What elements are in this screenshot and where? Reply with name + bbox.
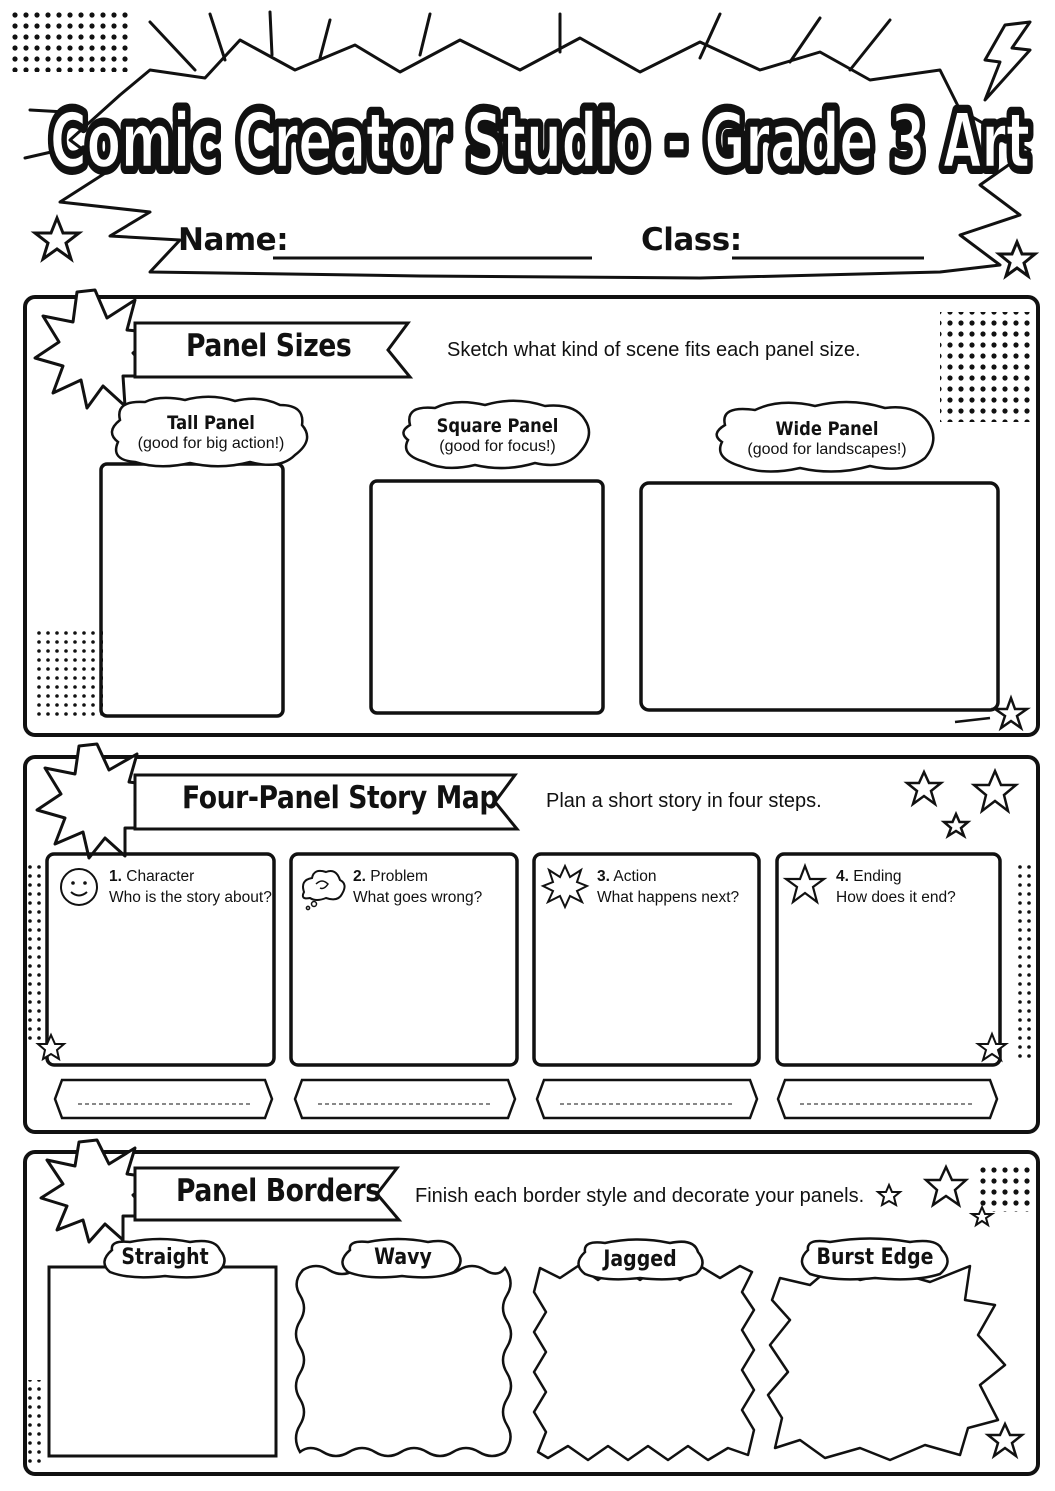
step-question: How does it end? <box>836 889 956 906</box>
border-label-burst-edge: Burst Edge <box>816 1245 934 1270</box>
story-step-4-text <box>836 866 956 908</box>
halftone-dots-decoration <box>1013 860 1033 1060</box>
story-map-instruction: Plan a short story in four steps. <box>546 790 822 812</box>
jagged-border-drawing-area[interactable] <box>549 1286 739 1446</box>
tall-panel-caption <box>120 412 302 453</box>
star-icon <box>995 698 1027 728</box>
step-question: What happens next? <box>597 889 740 906</box>
name-field[interactable] <box>273 226 593 260</box>
story-step-3-text <box>597 866 739 908</box>
border-label-straight: Straight <box>121 1245 209 1270</box>
border-label-wavy: Wavy <box>374 1245 432 1270</box>
story-panel-1-drawing-area[interactable] <box>50 912 271 1062</box>
story-panel-3-drawing-area[interactable] <box>537 912 756 1062</box>
section-title-panel-sizes: Panel Sizes <box>186 328 352 364</box>
straight-border-drawing-area[interactable] <box>52 1284 273 1452</box>
star-icon <box>974 771 1016 811</box>
step-label: Ending <box>853 868 902 885</box>
title-outline: Comic Creator Studio - Grade 3 Art <box>50 96 1030 185</box>
story-step-1-text <box>109 866 272 908</box>
tall-panel-subtitle: (good for big action!) <box>137 435 285 452</box>
title-text: Comic Creator Studio - Grade 3 Art <box>50 96 1030 185</box>
star-icon <box>907 772 941 804</box>
step-label: Action <box>613 868 657 885</box>
square-panel-subtitle: (good for focus!) <box>439 438 556 455</box>
story-caption-2-field[interactable] <box>302 1082 508 1116</box>
panel-sizes-instruction: Sketch what kind of scene fits each panel size. <box>447 339 861 361</box>
class-label: Class: <box>641 222 742 258</box>
halftone-dots-decoration <box>28 1380 44 1465</box>
wide-panel-title: Wide Panel <box>775 418 879 440</box>
panel-borders-instruction: Finish each border style and decorate your panels. <box>415 1185 865 1207</box>
burst-icon <box>543 866 587 907</box>
square-panel-drawing-area[interactable] <box>373 483 601 711</box>
section-title-story-map: Four-Panel Story Map <box>182 780 499 816</box>
halftone-dots-decoration <box>940 312 1030 422</box>
step-number: 1. <box>109 868 122 885</box>
wide-panel-caption <box>722 418 932 459</box>
burst-edge-border-drawing-area[interactable] <box>792 1286 972 1446</box>
step-number: 4. <box>836 868 849 885</box>
border-label-jagged: Jagged <box>603 1247 677 1272</box>
step-number: 2. <box>353 868 366 885</box>
worksheet-title <box>40 82 1040 202</box>
halftone-dots-decoration <box>10 12 130 72</box>
halftone-dots-decoration <box>33 630 103 720</box>
halftone-dots-decoration <box>28 860 44 1040</box>
tall-panel-drawing-area[interactable] <box>103 466 281 714</box>
story-panel-2-drawing-area[interactable] <box>294 912 514 1062</box>
star-icon <box>944 814 968 836</box>
star-icon <box>999 242 1035 276</box>
square-panel-caption <box>405 415 590 456</box>
class-field[interactable] <box>732 226 925 260</box>
halftone-dots-decoration <box>975 1162 1033 1212</box>
smiley-face-icon <box>61 869 97 905</box>
step-label: Character <box>126 868 195 885</box>
star-icon <box>878 1185 900 1205</box>
star-icon <box>786 866 824 902</box>
star-icon <box>926 1167 966 1205</box>
square-panel-title: Square Panel <box>436 415 559 437</box>
star-icon <box>35 218 79 259</box>
story-caption-1-field[interactable] <box>62 1082 265 1116</box>
story-caption-3-field[interactable] <box>544 1082 750 1116</box>
wide-panel-subtitle: (good for landscapes!) <box>747 441 907 458</box>
wavy-border-drawing-area[interactable] <box>306 1284 502 1449</box>
tall-panel-title: Tall Panel <box>167 412 255 434</box>
step-number: 3. <box>597 868 610 885</box>
step-question: What goes wrong? <box>353 889 483 906</box>
section-title-panel-borders: Panel Borders <box>176 1173 381 1209</box>
wide-panel-drawing-area[interactable] <box>643 485 996 708</box>
star-icon <box>988 1424 1022 1456</box>
name-label: Name: <box>178 222 289 258</box>
storm-cloud-icon <box>303 871 345 910</box>
story-step-2-text <box>353 866 482 908</box>
step-question: Who is the story about? <box>109 889 272 906</box>
story-caption-4-field[interactable] <box>785 1082 990 1116</box>
story-panel-4-drawing-area[interactable] <box>780 912 997 1062</box>
step-label: Problem <box>370 868 428 885</box>
